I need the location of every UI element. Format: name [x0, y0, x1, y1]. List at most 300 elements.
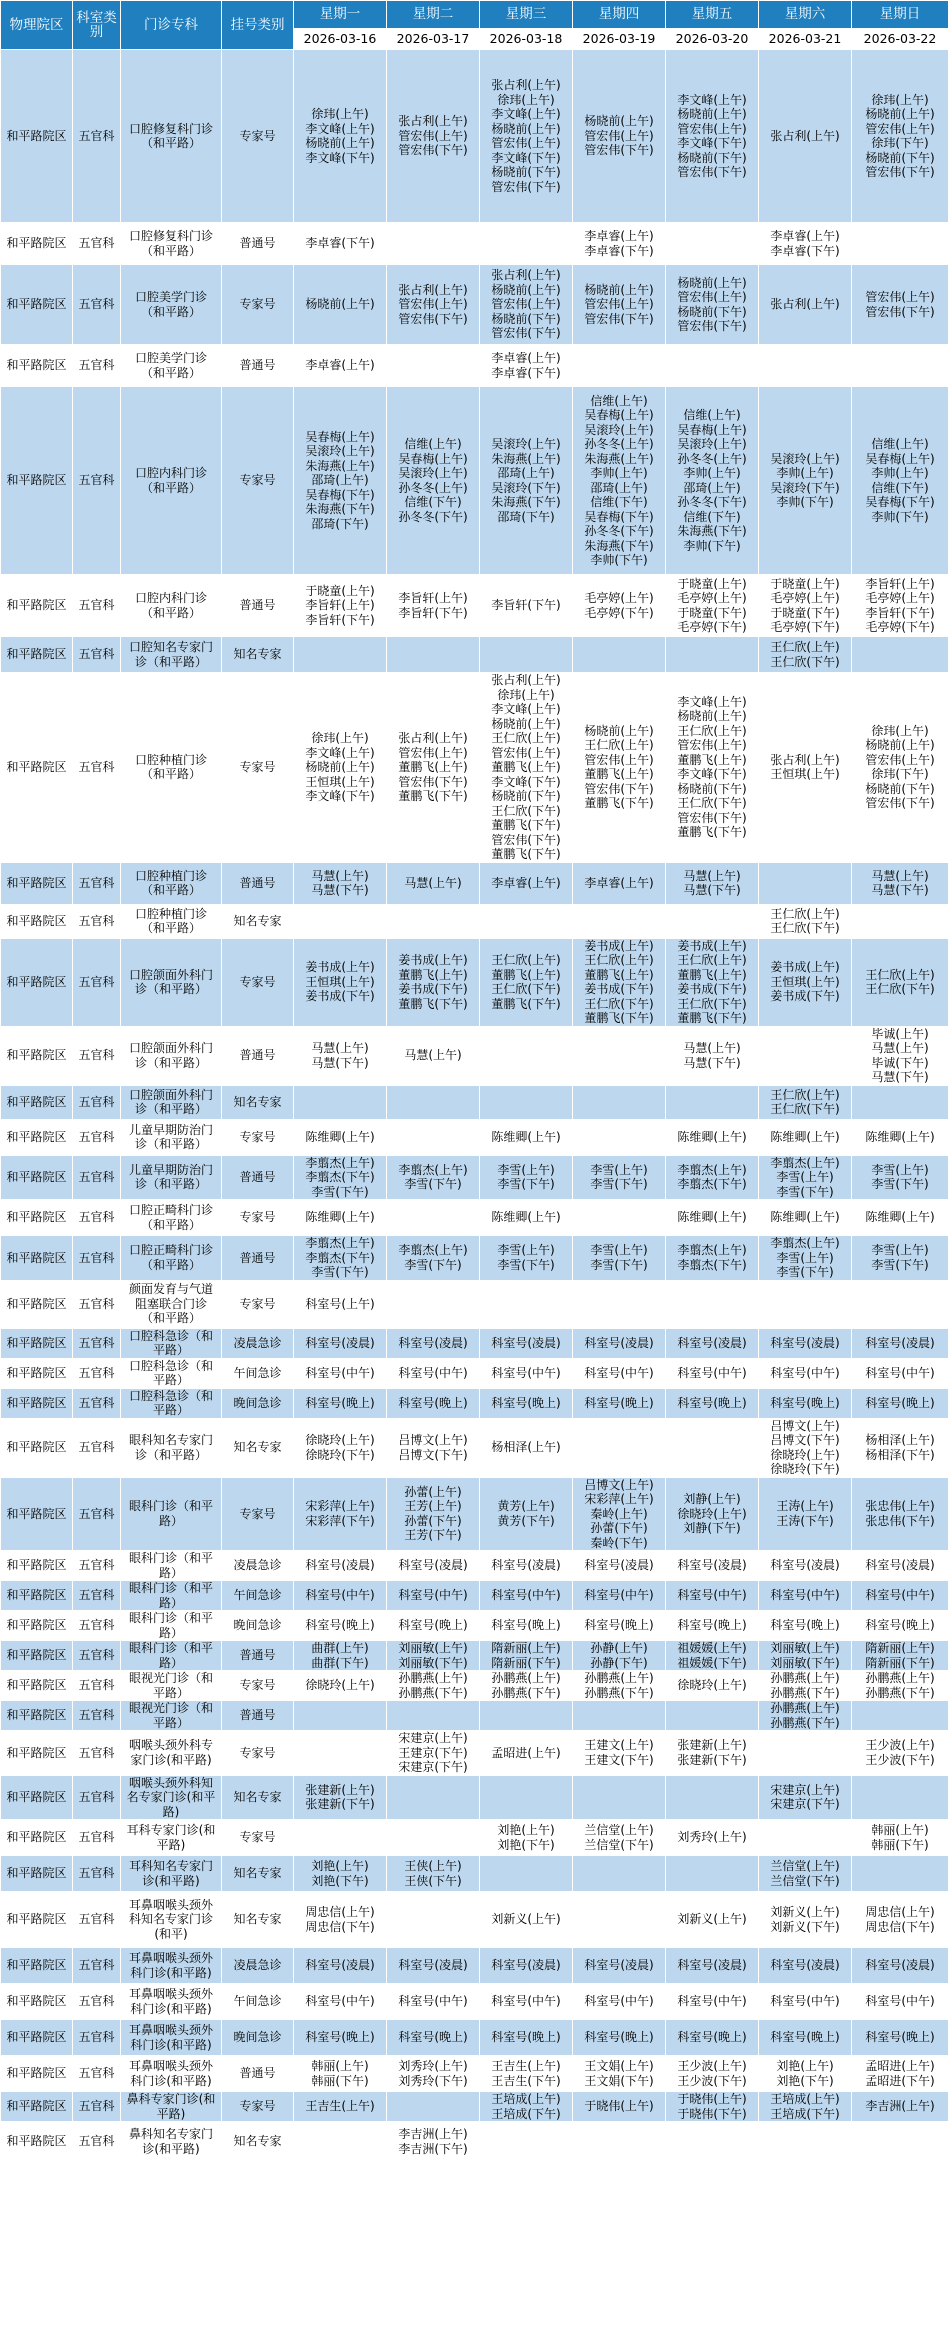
schedule-cell: 李旨轩(下午) [480, 575, 573, 637]
schedule-cell [573, 637, 666, 673]
schedule-cell: 孙鹏燕(上午) 孙鹏燕(下午) [759, 1671, 852, 1701]
table-row [1, 1731, 948, 1776]
schedule-cell: 李翦杰(上午) 李翦杰(下午) 李雪(下午) [294, 1236, 387, 1281]
clinic-cell: 口腔修复科门诊 （和平路） [121, 223, 222, 265]
type-cell: 专家号 [222, 1119, 294, 1155]
schedule-cell: 杨晓前(上午) [294, 265, 387, 345]
schedule-cell: 科室号(中午) [666, 1581, 759, 1611]
dept-cell: 五官科 [73, 1418, 121, 1477]
schedule-cell: 科室号(晚上) [480, 1388, 573, 1418]
schedule-cell [666, 904, 759, 938]
schedule-cell: 科室号(中午) [852, 1581, 948, 1611]
clinic-cell: 口腔美学门诊 （和平路） [121, 265, 222, 345]
dept-cell: 五官科 [73, 345, 121, 387]
table-row [1, 575, 948, 637]
dept-cell: 五官科 [73, 862, 121, 904]
col-header-thu: 星期四 [573, 1, 666, 29]
schedule-cell: 科室号(中午) [387, 1581, 480, 1611]
campus-cell: 和平路院区 [1, 387, 73, 575]
schedule-cell [759, 345, 852, 387]
schedule-cell [294, 637, 387, 673]
clinic-cell: 口腔颌面外科门 诊（和平路） [121, 938, 222, 1026]
campus-cell: 和平路院区 [1, 265, 73, 345]
schedule-cell: 科室号(中午) [480, 1984, 573, 2020]
table-row [1, 1984, 948, 2020]
schedule-cell: 孙蕾(上午) 王芳(上午) 孙蕾(下午) 王芳(下午) [387, 1477, 480, 1551]
table-row [1, 1701, 948, 1731]
schedule-cell: 科室号(晚上) [294, 1388, 387, 1418]
campus-cell: 和平路院区 [1, 1085, 73, 1119]
type-cell: 专家号 [222, 1671, 294, 1701]
schedule-cell: 王涛(上午) 王涛(下午) [759, 1477, 852, 1551]
schedule-cell: 周忠信(上午) 周忠信(下午) [294, 1892, 387, 1948]
schedule-cell: 杨晓前(上午) 管宏伟(上午) 杨晓前(下午) 管宏伟(下午) [666, 265, 759, 345]
schedule-cell: 王仁欣(上午) 王仁欣(下午) [759, 637, 852, 673]
schedule-cell [852, 2122, 948, 2162]
schedule-cell: 科室号(凌晨) [852, 1328, 948, 1358]
schedule-cell: 科室号(中午) [387, 1984, 480, 2020]
clinic-cell: 眼科门诊（和平 路） [121, 1581, 222, 1611]
type-cell: 普通号 [222, 2056, 294, 2092]
schedule-cell: 科室号(凌晨) [573, 1551, 666, 1581]
table-row [1, 1328, 948, 1358]
schedule-cell: 信维(上午) 吴春梅(上午) 吴滚玲(上午) 孙冬冬(上午) 李帅(上午) 邵琦(上午) 孙冬冬(下午) 信维(下午) 朱海燕(下午) 李帅(下午) [666, 387, 759, 575]
schedule-cell: 科室号(中午) [666, 1984, 759, 2020]
dept-cell: 五官科 [73, 1119, 121, 1155]
schedule-cell: 王吉生(上午) 王吉生(下午) [480, 2056, 573, 2092]
schedule-cell: 刘艳(上午) 刘艳(下午) [759, 2056, 852, 2092]
schedule-cell: 张忠伟(上午) 张忠伟(下午) [852, 1477, 948, 1551]
schedule-cell [387, 2092, 480, 2122]
schedule-cell: 于晓童(上午) 毛亭婷(上午) 于晓童(下午) 毛亭婷(下午) [759, 575, 852, 637]
dept-cell: 五官科 [73, 265, 121, 345]
col-header-wed: 星期三 [480, 1, 573, 29]
type-cell: 专家号 [222, 265, 294, 345]
schedule-cell: 吕博文(上午) 吕博文(下午) 徐晓玲(上午) 徐晓玲(下午) [759, 1418, 852, 1477]
schedule-cell: 徐玮(上午) 杨晓前(上午) 管宏伟(上午) 徐玮(下午) 杨晓前(下午) 管宏伟(下午) [852, 673, 948, 863]
campus-cell: 和平路院区 [1, 1775, 73, 1820]
schedule-cell: 杨晓前(上午) 管宏伟(上午) 管宏伟(下午) [573, 265, 666, 345]
type-cell: 晚间急诊 [222, 1388, 294, 1418]
schedule-cell: 科室号(中午) [759, 1984, 852, 2020]
schedule-cell [573, 904, 666, 938]
schedule-cell [759, 862, 852, 904]
clinic-cell: 耳鼻咽喉头颈外 科门诊(和平路) [121, 1948, 222, 1984]
schedule-cell [573, 1026, 666, 1085]
clinic-cell: 口腔科急诊（和 平路） [121, 1358, 222, 1388]
schedule-cell: 孙静(上午) 孙静(下午) [573, 1641, 666, 1671]
type-cell: 专家号 [222, 2092, 294, 2122]
campus-cell: 和平路院区 [1, 904, 73, 938]
schedule-cell: 杨晓前(上午) 管宏伟(上午) 管宏伟(下午) [573, 50, 666, 223]
schedule-cell [294, 1701, 387, 1731]
schedule-cell: 杨相泽(上午) 杨相泽(下午) [852, 1418, 948, 1477]
type-cell: 知名专家 [222, 1892, 294, 1948]
date-mon: 2026-03-16 [294, 29, 387, 50]
dept-cell: 五官科 [73, 1701, 121, 1731]
type-cell: 普通号 [222, 575, 294, 637]
schedule-cell: 黄芳(上午) 黄芳(下午) [480, 1477, 573, 1551]
campus-cell: 和平路院区 [1, 1731, 73, 1776]
schedule-cell: 信维(上午) 吴春梅(上午) 吴滚玲(上午) 孙冬冬(上午) 信维(下午) 孙冬冬(下午) [387, 387, 480, 575]
schedule-cell: 科室号(晚上) [480, 2020, 573, 2056]
type-cell: 普通号 [222, 862, 294, 904]
schedule-cell: 科室号(凌晨) [852, 1948, 948, 1984]
schedule-cell: 王文娟(上午) 王文娟(下午) [573, 2056, 666, 2092]
schedule-cell: 陈维卿(上午) [480, 1200, 573, 1236]
schedule-cell [387, 904, 480, 938]
schedule-cell: 科室号(中午) [294, 1358, 387, 1388]
schedule-cell: 于晓伟(上午) [573, 2092, 666, 2122]
schedule-cell: 徐玮(上午) 杨晓前(上午) 管宏伟(上午) 徐玮(下午) 杨晓前(下午) 管宏伟(下午) [852, 50, 948, 223]
campus-cell: 和平路院区 [1, 1948, 73, 1984]
schedule-cell: 科室号(晚上) [759, 2020, 852, 2056]
dept-cell: 五官科 [73, 1280, 121, 1328]
clinic-cell: 耳鼻咽喉头颈外 科门诊(和平路) [121, 2056, 222, 2092]
schedule-cell [480, 637, 573, 673]
schedule-cell [387, 1280, 480, 1328]
schedule-cell: 姜书成(上午) 王仁欣(上午) 董鹏飞(上午) 姜书成(下午) 王仁欣(下午) 董鹏飞(下午) [666, 938, 759, 1026]
dept-cell: 五官科 [73, 1948, 121, 1984]
campus-cell: 和平路院区 [1, 575, 73, 637]
dept-cell: 五官科 [73, 1671, 121, 1701]
schedule-cell: 科室号(凌晨) [387, 1948, 480, 1984]
campus-cell: 和平路院区 [1, 1418, 73, 1477]
schedule-cell: 张占利(上午) 管宏伟(上午) 管宏伟(下午) [387, 50, 480, 223]
campus-cell: 和平路院区 [1, 1641, 73, 1671]
clinic-cell: 儿童早期防治门 诊（和平路） [121, 1119, 222, 1155]
type-cell: 专家号 [222, 1820, 294, 1856]
schedule-cell: 孙鹏燕(上午) 孙鹏燕(下午) [387, 1671, 480, 1701]
schedule-cell [666, 1085, 759, 1119]
campus-cell: 和平路院区 [1, 673, 73, 863]
campus-cell: 和平路院区 [1, 223, 73, 265]
schedule-cell: 吴滚玲(上午) 朱海燕(上午) 邵琦(上午) 吴滚玲(下午) 朱海燕(下午) 邵琦(下午) [480, 387, 573, 575]
dept-cell: 五官科 [73, 1581, 121, 1611]
schedule-cell [852, 904, 948, 938]
schedule-cell [759, 1731, 852, 1776]
schedule-cell: 科室号(中午) [294, 1581, 387, 1611]
schedule-cell: 陈维卿(上午) [666, 1200, 759, 1236]
schedule-cell: 姜书成(上午) 王仁欣(上午) 董鹏飞(上午) 姜书成(下午) 王仁欣(下午) 董鹏飞(下午) [573, 938, 666, 1026]
schedule-cell: 刘新义(上午) [666, 1892, 759, 1948]
schedule-cell: 科室号(凌晨) [666, 1551, 759, 1581]
type-cell: 普通号 [222, 223, 294, 265]
table-row [1, 2122, 948, 2162]
table-row [1, 2092, 948, 2122]
schedule-cell: 吴滚玲(上午) 李帅(上午) 吴滚玲(下午) 李帅(下午) [759, 387, 852, 575]
clinic-cell: 咽喉头颈外科专 家门诊(和平路) [121, 1731, 222, 1776]
schedule-cell: 李文峰(上午) 杨晓前(上午) 王仁欣(上午) 管宏伟(上午) 董鹏飞(上午) 李文峰(下午) 杨晓前(下午) 王仁欣(下午) 管宏伟(下午) 董鹏飞(下午) [666, 673, 759, 863]
schedule-cell [387, 1892, 480, 1948]
schedule-cell: 张占利(上午) [759, 265, 852, 345]
clinic-cell: 口腔颌面外科门 诊（和平路） [121, 1085, 222, 1119]
clinic-cell: 眼科门诊（和平 路） [121, 1477, 222, 1551]
schedule-cell [852, 637, 948, 673]
schedule-cell: 张建新(上午) 张建新(下午) [294, 1775, 387, 1820]
schedule-cell: 李旨轩(上午) 李旨轩(下午) [387, 575, 480, 637]
schedule-cell: 科室号(中午) [573, 1581, 666, 1611]
campus-cell: 和平路院区 [1, 1820, 73, 1856]
schedule-cell [480, 1856, 573, 1892]
table-row [1, 1155, 948, 1200]
schedule-cell [573, 1775, 666, 1820]
clinic-cell: 口腔美学门诊 （和平路） [121, 345, 222, 387]
schedule-cell: 科室号(中午) [294, 1984, 387, 2020]
schedule-cell [387, 223, 480, 265]
schedule-cell: 科室号(中午) [573, 1358, 666, 1388]
schedule-cell: 科室号(凌晨) [666, 1948, 759, 1984]
type-cell: 专家号 [222, 673, 294, 863]
schedule-cell: 马慧(上午) 马慧(下午) [294, 862, 387, 904]
dept-cell: 五官科 [73, 637, 121, 673]
dept-cell: 五官科 [73, 2122, 121, 2162]
schedule-cell [387, 637, 480, 673]
table-row [1, 637, 948, 673]
schedule-cell [480, 1280, 573, 1328]
dept-cell: 五官科 [73, 2092, 121, 2122]
schedule-cell [387, 1119, 480, 1155]
campus-cell: 和平路院区 [1, 1551, 73, 1581]
schedule-cell: 马慧(上午) 马慧(下午) [666, 1026, 759, 1085]
schedule-cell [573, 1856, 666, 1892]
campus-cell: 和平路院区 [1, 1892, 73, 1948]
schedule-cell: 宋彩萍(上午) 宋彩萍(下午) [294, 1477, 387, 1551]
dept-cell: 五官科 [73, 1856, 121, 1892]
schedule-cell: 张占利(上午) 王恒琪(上午) [759, 673, 852, 863]
schedule-cell: 科室号(晚上) [573, 2020, 666, 2056]
schedule-cell: 杨晓前(上午) 王仁欣(上午) 管宏伟(上午) 董鹏飞(上午) 管宏伟(下午) 董鹏飞(下午) [573, 673, 666, 863]
schedule-cell [480, 1085, 573, 1119]
table-row [1, 862, 948, 904]
schedule-cell: 韩丽(上午) 韩丽(下午) [852, 1820, 948, 1856]
clinic-cell: 口腔颌面外科门 诊（和平路） [121, 1026, 222, 1085]
schedule-cell: 马慧(上午) 马慧(下午) [852, 862, 948, 904]
schedule-cell: 李翦杰(上午) 李雪(下午) [387, 1155, 480, 1200]
table-row [1, 1775, 948, 1820]
schedule-cell: 孙鹏燕(上午) 孙鹏燕(下午) [759, 1701, 852, 1731]
schedule-cell: 李翦杰(上午) 李翦杰(下午) [666, 1155, 759, 1200]
schedule-cell: 科室号(晚上) [759, 1388, 852, 1418]
schedule-cell: 李卓睿(上午) [573, 862, 666, 904]
schedule-cell: 科室号(中午) [759, 1358, 852, 1388]
type-cell: 知名专家 [222, 1085, 294, 1119]
clinic-cell: 口腔内科门诊 （和平路） [121, 575, 222, 637]
campus-cell: 和平路院区 [1, 345, 73, 387]
schedule-cell: 李吉洲(上午) [852, 2092, 948, 2122]
table-row [1, 1551, 948, 1581]
type-cell: 午间急诊 [222, 1358, 294, 1388]
col-header-fri: 星期五 [666, 1, 759, 29]
date-wed: 2026-03-18 [480, 29, 573, 50]
clinic-cell: 口腔科急诊（和 平路） [121, 1388, 222, 1418]
schedule-cell: 陈维卿(上午) [294, 1119, 387, 1155]
clinic-cell: 口腔种植门诊 （和平路） [121, 673, 222, 863]
schedule-cell [759, 1280, 852, 1328]
type-cell: 专家号 [222, 1280, 294, 1328]
campus-cell: 和平路院区 [1, 50, 73, 223]
schedule-cell: 王建文(上午) 王建文(下午) [573, 1731, 666, 1776]
schedule-cell: 韩丽(上午) 韩丽(下午) [294, 2056, 387, 2092]
campus-cell: 和平路院区 [1, 1611, 73, 1641]
schedule-cell: 李雪(上午) 李雪(下午) [852, 1155, 948, 1200]
schedule-cell: 王少波(上午) 王少波(下午) [852, 1731, 948, 1776]
schedule-cell: 管宏伟(上午) 管宏伟(下午) [852, 265, 948, 345]
schedule-cell [294, 1085, 387, 1119]
schedule-cell: 王侠(上午) 王侠(下午) [387, 1856, 480, 1892]
schedule-cell: 刘秀玲(上午) [666, 1820, 759, 1856]
schedule-cell [387, 1775, 480, 1820]
campus-cell: 和平路院区 [1, 1280, 73, 1328]
schedule-cell: 科室号(晚上) [666, 1388, 759, 1418]
campus-cell: 和平路院区 [1, 1328, 73, 1358]
campus-cell: 和平路院区 [1, 1671, 73, 1701]
schedule-cell [573, 1119, 666, 1155]
schedule-cell: 科室号(凌晨) [852, 1551, 948, 1581]
schedule-cell: 孙鹏燕(上午) 孙鹏燕(下午) [480, 1671, 573, 1701]
clinic-cell: 口腔知名专家门 诊（和平路） [121, 637, 222, 673]
schedule-cell [387, 1200, 480, 1236]
schedule-cell: 科室号(凌晨) [387, 1551, 480, 1581]
clinic-cell: 口腔内科门诊 （和平路） [121, 387, 222, 575]
dept-cell: 五官科 [73, 1026, 121, 1085]
schedule-cell [573, 1418, 666, 1477]
type-cell: 凌晨急诊 [222, 1948, 294, 1984]
campus-cell: 和平路院区 [1, 2092, 73, 2122]
table-row [1, 1418, 948, 1477]
table-row [1, 1820, 948, 1856]
dept-cell: 五官科 [73, 1388, 121, 1418]
schedule-cell: 孟昭进(上午) [480, 1731, 573, 1776]
campus-cell: 和平路院区 [1, 1388, 73, 1418]
dept-cell: 五官科 [73, 50, 121, 223]
schedule-cell: 科室号(凌晨) [573, 1948, 666, 1984]
schedule-cell: 科室号(晚上) [852, 1388, 948, 1418]
dept-cell: 五官科 [73, 387, 121, 575]
type-cell: 普通号 [222, 345, 294, 387]
dept-cell: 五官科 [73, 1477, 121, 1551]
schedule-cell: 科室号(凌晨) [480, 1551, 573, 1581]
schedule-cell: 隋新丽(上午) 隋新丽(下午) [480, 1641, 573, 1671]
type-cell: 晚间急诊 [222, 2020, 294, 2056]
campus-cell: 和平路院区 [1, 637, 73, 673]
schedule-cell: 徐晓玲(上午) 徐晓玲(下午) [294, 1418, 387, 1477]
schedule-cell: 李雪(上午) 李雪(下午) [573, 1155, 666, 1200]
schedule-cell: 刘静(上午) 徐晓玲(上午) 刘静(下午) [666, 1477, 759, 1551]
schedule-cell [759, 1026, 852, 1085]
table-row [1, 1641, 948, 1671]
schedule-cell [666, 1701, 759, 1731]
table-row [1, 1085, 948, 1119]
campus-cell: 和平路院区 [1, 1358, 73, 1388]
schedule-cell [480, 2122, 573, 2162]
schedule-cell: 信维(上午) 吴春梅(上午) 李帅(上午) 信维(下午) 吴春梅(下午) 李帅(下午) [852, 387, 948, 575]
table-row [1, 1026, 948, 1085]
schedule-cell: 张占利(上午) 徐玮(上午) 李文峰(上午) 杨晓前(上午) 管宏伟(上午) 李文峰(下午) 杨晓前(下午) 管宏伟(下午) [480, 50, 573, 223]
schedule-cell: 陈维卿(上午) [759, 1119, 852, 1155]
clinic-cell: 眼科门诊（和平 路） [121, 1551, 222, 1581]
type-cell: 专家号 [222, 1731, 294, 1776]
table-row [1, 345, 948, 387]
schedule-cell: 科室号(晚上) [387, 1388, 480, 1418]
schedule-cell: 姜书成(上午) 董鹏飞(上午) 姜书成(下午) 董鹏飞(下午) [387, 938, 480, 1026]
schedule-cell: 李卓睿(上午) [480, 862, 573, 904]
schedule-cell: 科室号(晚上) [666, 2020, 759, 2056]
schedule-cell [666, 1856, 759, 1892]
schedule-cell: 李雪(上午) 李雪(下午) [480, 1155, 573, 1200]
clinic-cell: 口腔种植门诊 （和平路） [121, 904, 222, 938]
schedule-cell: 科室号(凌晨) [480, 1328, 573, 1358]
schedule-cell: 毕诚(上午) 马慧(上午) 毕诚(下午) 马慧(下午) [852, 1026, 948, 1085]
type-cell: 知名专家 [222, 1775, 294, 1820]
schedule-cell: 王仁欣(上午) 王仁欣(下午) [852, 938, 948, 1026]
table-row [1, 50, 948, 223]
date-tue: 2026-03-17 [387, 29, 480, 50]
campus-cell: 和平路院区 [1, 1119, 73, 1155]
schedule-cell: 科室号(中午) [480, 1581, 573, 1611]
table-row [1, 938, 948, 1026]
schedule-cell: 刘丽敏(上午) 刘丽敏(下午) [387, 1641, 480, 1671]
schedule-cell: 科室号(凌晨) [573, 1328, 666, 1358]
campus-cell: 和平路院区 [1, 1155, 73, 1200]
schedule-cell [294, 1731, 387, 1776]
type-cell: 专家号 [222, 387, 294, 575]
campus-cell: 和平路院区 [1, 1236, 73, 1281]
type-cell: 普通号 [222, 1641, 294, 1671]
schedule-cell: 曲群(上午) 曲群(下午) [294, 1641, 387, 1671]
dept-cell: 五官科 [73, 1358, 121, 1388]
dept-cell: 五官科 [73, 1328, 121, 1358]
schedule-cell: 科室号(凌晨) [387, 1328, 480, 1358]
schedule-cell: 张建新(上午) 张建新(下午) [666, 1731, 759, 1776]
campus-cell: 和平路院区 [1, 2020, 73, 2056]
campus-cell: 和平路院区 [1, 1477, 73, 1551]
schedule-cell: 科室号(凌晨) [294, 1328, 387, 1358]
campus-cell: 和平路院区 [1, 2056, 73, 2092]
schedule-cell [480, 1775, 573, 1820]
schedule-cell: 马慧(上午) [387, 862, 480, 904]
schedule-cell: 于晓伟(上午) 于晓伟(下午) [666, 2092, 759, 2122]
schedule-cell: 王培成(上午) 王培成(下午) [759, 2092, 852, 2122]
schedule-cell: 科室号(中午) [852, 1358, 948, 1388]
table-row [1, 1948, 948, 1984]
schedule-cell: 陈维卿(上午) [852, 1119, 948, 1155]
schedule-cell: 孙鹏燕(上午) 孙鹏燕(下午) [852, 1671, 948, 1701]
schedule-cell: 科室号(晚上) [573, 1611, 666, 1641]
schedule-cell: 王仁欣(上午) 王仁欣(下午) [759, 1085, 852, 1119]
table-row [1, 1200, 948, 1236]
schedule-cell: 科室号(晚上) [759, 1611, 852, 1641]
dept-cell: 五官科 [73, 1984, 121, 2020]
date-thu: 2026-03-19 [573, 29, 666, 50]
table-row [1, 1388, 948, 1418]
schedule-cell: 科室号(凌晨) [759, 1948, 852, 1984]
schedule-cell: 科室号(中午) [387, 1358, 480, 1388]
clinic-cell: 口腔正畸科门诊 （和平路） [121, 1236, 222, 1281]
clinic-cell: 口腔修复科门诊 （和平路） [121, 50, 222, 223]
schedule-cell: 兰信堂(上午) 兰信堂(下午) [573, 1820, 666, 1856]
table-row [1, 1358, 948, 1388]
schedule-cell: 陈维卿(上午) [480, 1119, 573, 1155]
schedule-cell: 李翦杰(上午) 李雪(上午) 李雪(下午) [759, 1236, 852, 1281]
schedule-cell [294, 2122, 387, 2162]
schedule-body [1, 50, 948, 2162]
type-cell: 普通号 [222, 1155, 294, 1200]
schedule-cell: 姜书成(上午) 王恒琪(上午) 姜书成(下午) [294, 938, 387, 1026]
dept-cell: 五官科 [73, 1731, 121, 1776]
schedule-cell [852, 1280, 948, 1328]
schedule-cell: 王少波(上午) 王少波(下午) [666, 2056, 759, 2092]
